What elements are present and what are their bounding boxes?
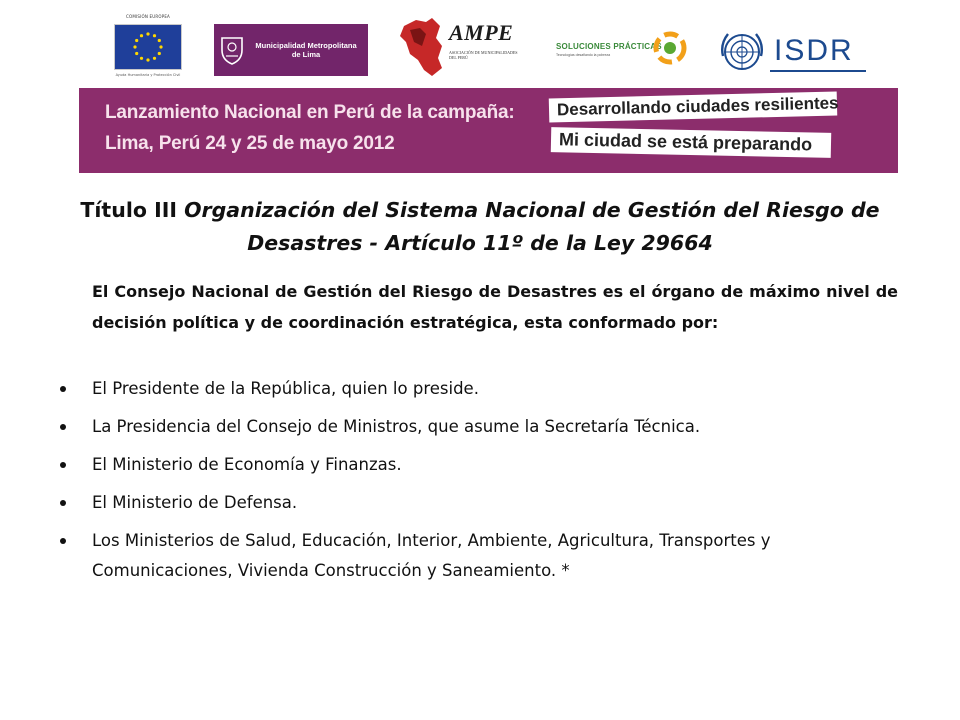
partner-logos bbox=[0, 0, 960, 88]
ampe-logo bbox=[396, 16, 526, 82]
eu-subcaption: Ayuda Humanitaria y Protección Civil bbox=[115, 73, 181, 77]
isdr-name: ISDR bbox=[774, 34, 854, 67]
bullet-icon bbox=[60, 424, 66, 430]
list-item bbox=[60, 412, 900, 442]
european-commission-logo bbox=[113, 14, 183, 78]
soluciones-practicas-name: SOLUCIONES PRÁCTICAS bbox=[556, 42, 662, 51]
banner-tag-resilient-cities: Desarrollando ciudades resilientes bbox=[549, 91, 838, 122]
soluciones-practicas-subtitle: Tecnologías desafiando la pobreza bbox=[556, 53, 611, 57]
bullet-icon bbox=[60, 500, 66, 506]
eu-flag-icon bbox=[114, 24, 182, 70]
ampe-subtitle: ASOCIACIÓN DE MUNICIPALIDADES DEL PERÚ bbox=[449, 50, 518, 60]
list-item bbox=[60, 374, 900, 404]
list-item-text: Los Ministerios de Salud, Educación, Interior, Ambiente, Agricultura, Transportes y Comunicaciones, Vivienda Construcción y Saneamiento. * bbox=[92, 531, 771, 580]
bullet-icon bbox=[60, 462, 66, 468]
banner-tag-my-city: Mi ciudad se está preparando bbox=[551, 127, 831, 158]
list-item bbox=[60, 526, 900, 586]
eu-caption: COMISIÓN EUROPEA bbox=[126, 14, 170, 19]
isdr-logo bbox=[718, 28, 866, 76]
banner-title: Lanzamiento Nacional en Perú de la campaña: bbox=[105, 102, 515, 123]
campaign-banner bbox=[79, 88, 898, 173]
list-item-text: El Ministerio de Economía y Finanzas. bbox=[92, 455, 402, 474]
municipalidad-text: Municipalidad Metropolitana de Lima bbox=[255, 41, 357, 59]
sun-swirl-icon bbox=[652, 30, 688, 66]
title-italic: Organización del Sistema Nacional de Gestión del Riesgo de Desastres - Artículo 11º de la Ley 29664 bbox=[184, 198, 880, 255]
title-lead: Título III bbox=[80, 198, 185, 222]
slide-title bbox=[60, 194, 900, 260]
un-emblem-icon bbox=[718, 28, 766, 76]
bullet-icon bbox=[60, 538, 66, 544]
peru-map-icon bbox=[396, 16, 448, 80]
ampe-name: AMPE bbox=[449, 20, 514, 45]
list-item-text: La Presidencia del Consejo de Ministros, que asume la Secretaría Técnica. bbox=[92, 417, 701, 436]
list-item bbox=[60, 450, 900, 480]
lima-shield-icon bbox=[214, 34, 250, 66]
eu-stars-icon bbox=[115, 25, 181, 69]
member-list bbox=[60, 374, 900, 594]
list-item bbox=[60, 488, 900, 518]
banner-date: Lima, Perú 24 y 25 de mayo 2012 bbox=[105, 133, 395, 154]
soluciones-practicas-logo bbox=[556, 26, 690, 70]
list-item-text: El Ministerio de Defensa. bbox=[92, 493, 298, 512]
municipalidad-lima-logo bbox=[214, 24, 368, 76]
intro-paragraph: El Consejo Nacional de Gestión del Riesgo de Desastres es el órgano de máximo nivel de decisión política y de coordinación estratégica, esta conformado por: bbox=[92, 282, 898, 332]
list-item-text: El Presidente de la República, quien lo preside. bbox=[92, 379, 479, 398]
isdr-underline bbox=[770, 70, 866, 72]
bullet-icon bbox=[60, 386, 66, 392]
